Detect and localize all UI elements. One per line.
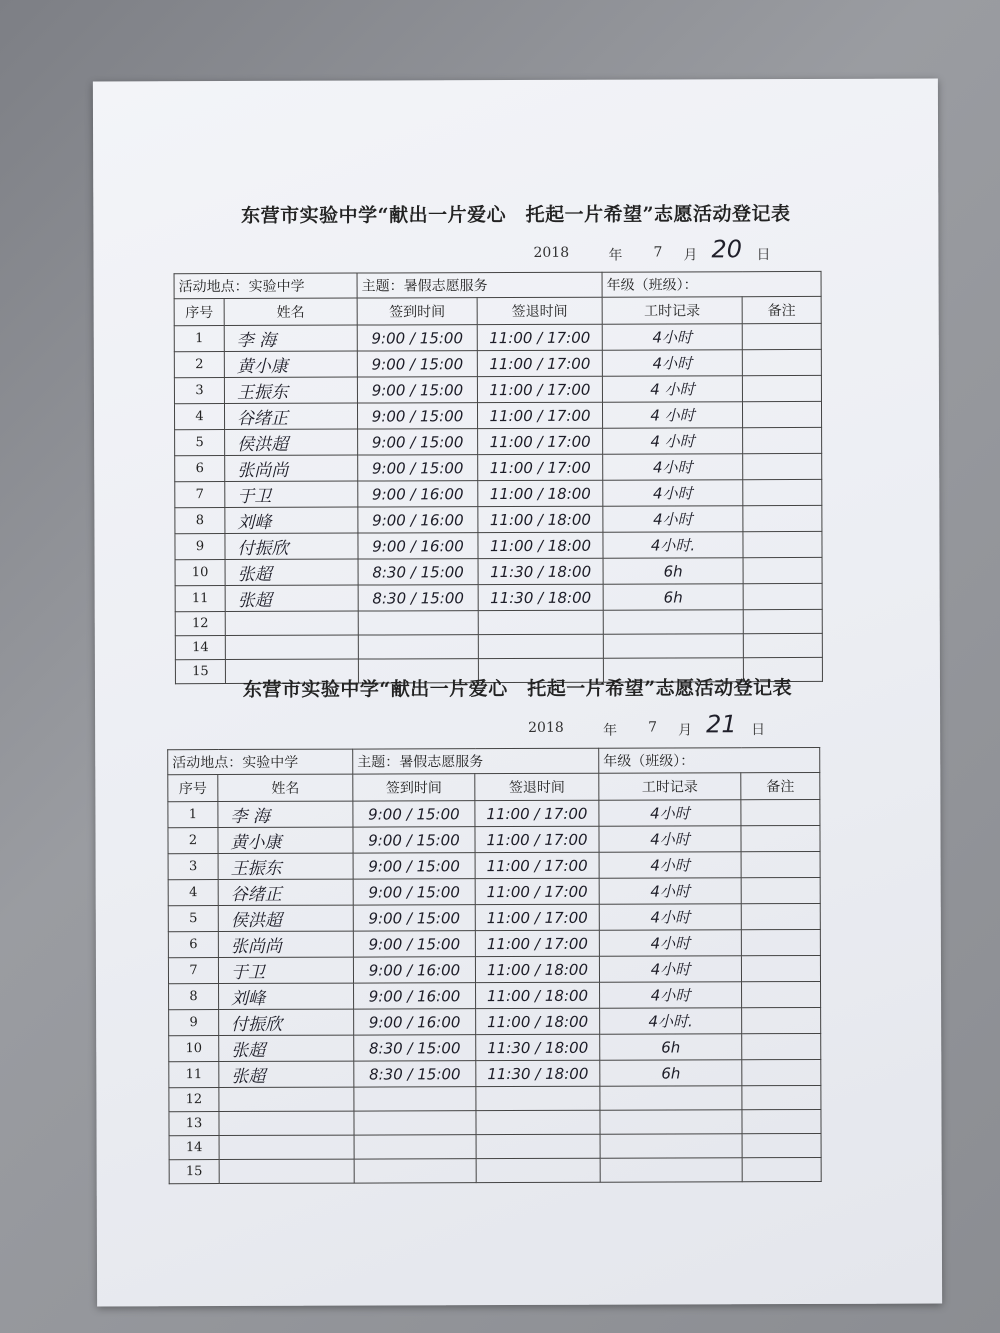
row-signout-time: 11:00 / 17:00: [478, 428, 603, 454]
row-number: 5: [175, 430, 225, 456]
row-signin-time: 9:00 / 15:00: [353, 827, 475, 853]
row-name: 刘峰: [225, 507, 358, 533]
row-signout-time: 11:30 / 18:00: [476, 1034, 600, 1060]
table-row: [175, 453, 822, 481]
row-number: 4: [174, 404, 224, 430]
row-signin-time: 9:00 / 16:00: [358, 481, 478, 507]
row-signout-time: 11:00 / 17:00: [477, 402, 602, 428]
row-signout-time: [476, 1086, 600, 1110]
row-number: 9: [169, 1010, 219, 1036]
row-signin-time: [354, 1111, 476, 1135]
row-hours: 4小时: [599, 956, 741, 982]
table-row: [175, 531, 822, 559]
table-row: [175, 583, 822, 611]
row-name: 李 海: [224, 325, 357, 351]
row-note: [742, 1033, 821, 1059]
row-name: 张超: [219, 1061, 354, 1087]
row-signin-time: [354, 1159, 476, 1183]
table-row: [169, 1007, 821, 1035]
row-signout-time: 11:00 / 17:00: [477, 376, 602, 402]
theme-cell: 主题：暑假志愿服务: [353, 748, 599, 774]
row-note: [743, 583, 822, 609]
header-hours: 工时记录: [602, 297, 742, 324]
table-row: [169, 1157, 821, 1183]
row-signin-time: 9:00 / 16:00: [358, 507, 478, 533]
row-signout-time: [478, 634, 603, 658]
table-row: [168, 825, 820, 853]
row-note: [741, 955, 820, 981]
row-signout-time: 11:30 / 18:00: [478, 558, 603, 584]
row-note: [743, 633, 822, 657]
row-signout-time: 11:30 / 18:00: [476, 1060, 600, 1086]
row-signin-time: 9:00 / 15:00: [358, 455, 478, 481]
row-signin-time: [354, 1087, 476, 1111]
table-row: [174, 349, 821, 377]
date-month: 7: [648, 719, 658, 736]
row-name: 张尚尚: [225, 455, 358, 481]
date-day: 20: [711, 235, 743, 264]
header-note: 备注: [742, 296, 821, 323]
date-month-label: 月: [678, 722, 693, 739]
table-row: [169, 1085, 821, 1111]
form-title: 东营市实验中学“献出一片爱心 托起一片希望”志愿活动登记表: [242, 677, 793, 701]
row-hours: 4小时.: [603, 532, 743, 558]
row-signin-time: [354, 1135, 476, 1159]
date-year: 2018: [533, 244, 570, 261]
row-hours: [600, 1086, 742, 1110]
table-row: [174, 323, 821, 351]
row-number: 9: [175, 534, 225, 560]
row-signout-time: 11:00 / 17:00: [475, 878, 599, 904]
row-note: [742, 375, 821, 401]
row-signin-time: [358, 611, 478, 635]
row-number: 15: [169, 1160, 219, 1184]
row-number: 2: [174, 352, 224, 378]
table-row: [168, 877, 820, 905]
table-row: [175, 479, 822, 507]
row-note: [743, 531, 822, 557]
row-hours: 4小时: [600, 982, 742, 1008]
table-row: [175, 557, 822, 585]
row-number: 10: [175, 560, 225, 586]
row-name: 黄小康: [218, 827, 353, 853]
row-number: 1: [168, 802, 218, 828]
row-signin-time: 9:00 / 15:00: [353, 879, 475, 905]
row-note: [743, 427, 822, 453]
table-row: [168, 903, 820, 931]
table-meta-row: [168, 747, 820, 774]
row-hours: 4小时: [603, 480, 743, 506]
grade-cell: 年级（班级）：: [599, 747, 820, 773]
row-signout-time: 11:00 / 17:00: [475, 800, 599, 826]
row-signin-time: 9:00 / 16:00: [358, 533, 478, 559]
row-hours: 6h: [603, 584, 743, 610]
row-number: 3: [168, 854, 218, 880]
row-note: [743, 557, 822, 583]
row-signout-time: 11:00 / 18:00: [475, 956, 599, 982]
row-signin-time: 9:00 / 16:00: [354, 983, 476, 1009]
row-number: 11: [169, 1062, 219, 1088]
row-note: [743, 609, 822, 633]
row-signin-time: 9:00 / 15:00: [357, 403, 477, 429]
row-hours: 4小时: [599, 800, 741, 826]
row-signin-time: 9:00 / 15:00: [358, 429, 478, 455]
register-table: [167, 747, 822, 1184]
table-row: [169, 1109, 821, 1135]
row-number: 13: [169, 1112, 219, 1136]
row-number: 15: [175, 660, 225, 684]
row-signout-time: 11:00 / 17:00: [475, 852, 599, 878]
row-name: [219, 1135, 354, 1159]
row-note: [742, 981, 821, 1007]
row-hours: [603, 634, 743, 658]
row-name: [219, 1087, 354, 1111]
date-day-label: 日: [751, 722, 766, 739]
row-number: 14: [169, 1136, 219, 1160]
row-name: 谷绪正: [218, 879, 353, 905]
location-cell: 活动地点：实验中学: [168, 749, 353, 775]
table-row: [169, 1133, 821, 1159]
row-signout-time: 11:00 / 17:00: [475, 930, 599, 956]
row-note: [742, 1109, 821, 1133]
row-number: 8: [169, 984, 219, 1010]
row-note: [741, 825, 820, 851]
row-note: [741, 929, 820, 955]
row-hours: [600, 1158, 742, 1182]
row-hours: [600, 1134, 742, 1158]
date-year: 2018: [528, 719, 564, 736]
row-hours: 6h: [600, 1034, 742, 1060]
row-name: 侯洪超: [225, 429, 358, 455]
form-date: [533, 235, 833, 267]
header-note: 备注: [741, 772, 820, 799]
row-name: 于卫: [225, 481, 358, 507]
header-signout: 签退时间: [475, 773, 599, 800]
grade-cell: 年级（班级）：: [602, 271, 821, 297]
table-header-row: [174, 296, 821, 325]
table-header-row: [168, 772, 820, 801]
row-signout-time: 11:00 / 17:00: [477, 350, 602, 376]
row-number: 11: [175, 586, 225, 612]
row-number: 6: [168, 932, 218, 958]
row-number: 12: [169, 1088, 219, 1112]
row-name: [225, 611, 358, 635]
row-signin-time: 9:00 / 15:00: [357, 351, 477, 377]
row-signin-time: 9:00 / 15:00: [353, 801, 475, 827]
row-signin-time: 8:30 / 15:00: [354, 1035, 476, 1061]
table-row: [168, 955, 820, 983]
row-number: 7: [168, 958, 218, 984]
row-signout-time: 11:00 / 18:00: [476, 1008, 600, 1034]
header-no: 序号: [168, 775, 218, 802]
header-signout: 签退时间: [477, 297, 602, 324]
row-signout-time: [476, 1110, 600, 1134]
row-note: [742, 1133, 821, 1157]
row-name: 付振欣: [225, 533, 358, 559]
row-number: 8: [175, 508, 225, 534]
row-number: 14: [175, 636, 225, 660]
row-name: [225, 635, 358, 659]
row-note: [743, 453, 822, 479]
row-signout-time: 11:00 / 17:00: [475, 904, 599, 930]
row-note: [742, 1059, 821, 1085]
row-number: 5: [168, 906, 218, 932]
row-signout-time: 11:00 / 18:00: [478, 506, 603, 532]
row-note: [741, 877, 820, 903]
row-signin-time: 8:30 / 15:00: [354, 1061, 476, 1087]
table-row: [169, 981, 821, 1009]
row-signin-time: 9:00 / 15:00: [353, 905, 475, 931]
row-signout-time: 11:00 / 17:00: [475, 826, 599, 852]
row-name: 李 海: [218, 801, 353, 827]
table-row: [175, 609, 822, 635]
form-date: [528, 710, 828, 742]
row-hours: 4小时: [599, 826, 741, 852]
row-note: [742, 349, 821, 375]
row-hours: 4小时: [599, 904, 741, 930]
row-number: 1: [174, 326, 224, 352]
theme-cell: 主题：暑假志愿服务: [357, 272, 602, 298]
row-signout-time: 11:00 / 17:00: [478, 454, 603, 480]
row-note: [742, 1007, 821, 1033]
row-note: [742, 323, 821, 349]
row-hours: 4小时: [603, 506, 743, 532]
date-year-label: 年: [603, 722, 618, 739]
row-signout-time: [476, 1158, 600, 1182]
table-row: [169, 1033, 821, 1061]
row-hours: 4小时: [599, 930, 741, 956]
row-hours: 4 小时: [603, 428, 743, 454]
table-row: [168, 799, 820, 827]
row-name: 王振东: [224, 377, 357, 403]
row-note: [741, 851, 820, 877]
table-meta-row: [174, 271, 821, 298]
row-note: [743, 479, 822, 505]
row-signout-time: 11:00 / 18:00: [476, 982, 600, 1008]
row-hours: 4小时.: [600, 1008, 742, 1034]
table-row: [169, 1059, 821, 1087]
row-signin-time: 9:00 / 16:00: [354, 1009, 476, 1035]
row-hours: 6h: [603, 558, 743, 584]
table-row: [174, 401, 821, 429]
table-row: [174, 375, 821, 403]
location-cell: 活动地点：实验中学: [174, 273, 357, 299]
table-row: [168, 851, 820, 879]
header-signin: 签到时间: [353, 774, 475, 801]
row-name: 张超: [219, 1035, 354, 1061]
register-table: [174, 271, 823, 684]
row-hours: 4小时: [602, 350, 742, 376]
row-signin-time: 8:30 / 15:00: [358, 585, 478, 611]
row-number: 3: [174, 378, 224, 404]
row-signout-time: 11:00 / 17:00: [477, 324, 602, 350]
row-hours: 4小时: [603, 454, 743, 480]
row-hours: 4小时: [599, 878, 741, 904]
row-signout-time: 11:30 / 18:00: [478, 584, 603, 610]
row-name: 侯洪超: [218, 905, 353, 931]
row-name: 黄小康: [224, 351, 357, 377]
header-no: 序号: [174, 299, 224, 326]
table-row: [175, 427, 822, 455]
row-name: 王振东: [218, 853, 353, 879]
date-month-label: 月: [683, 247, 698, 264]
row-number: 6: [175, 456, 225, 482]
form-title: 东营市实验中学“献出一片爱心 托起一片希望”志愿活动登记表: [241, 203, 791, 227]
row-name: 张超: [225, 585, 358, 611]
row-number: 4: [168, 880, 218, 906]
row-name: 张超: [225, 559, 358, 585]
row-signin-time: 9:00 / 15:00: [357, 325, 477, 351]
date-year-label: 年: [608, 247, 623, 264]
row-note: [742, 1085, 821, 1109]
row-signin-time: 9:00 / 15:00: [353, 931, 475, 957]
row-number: 10: [169, 1036, 219, 1062]
row-signin-time: 8:30 / 15:00: [358, 559, 478, 585]
row-note: [741, 799, 820, 825]
row-name: [219, 1159, 354, 1183]
row-note: [741, 903, 820, 929]
row-name: 刘峰: [219, 983, 354, 1009]
row-number: 12: [175, 612, 225, 636]
row-name: [219, 1111, 354, 1135]
row-signin-time: 9:00 / 16:00: [353, 957, 475, 983]
row-number: 7: [175, 482, 225, 508]
header-hours: 工时记录: [599, 773, 741, 800]
table-row: [175, 633, 822, 659]
row-hours: 4小时: [602, 324, 742, 350]
row-signout-time: 11:00 / 18:00: [478, 532, 603, 558]
row-signout-time: [476, 1134, 600, 1158]
row-hours: 6h: [600, 1060, 742, 1086]
row-name: 付振欣: [219, 1009, 354, 1035]
row-signin-time: [358, 635, 478, 659]
row-name: 张尚尚: [218, 931, 353, 957]
row-hours: 4 小时: [602, 376, 742, 402]
table-row: [168, 929, 820, 957]
row-note: [742, 1157, 821, 1181]
row-signin-time: 9:00 / 15:00: [353, 853, 475, 879]
date-day: 21: [706, 710, 737, 739]
row-name: 谷绪正: [224, 403, 357, 429]
date-month: 7: [653, 244, 663, 261]
row-signout-time: [478, 610, 603, 634]
row-hours: 4 小时: [602, 402, 742, 428]
row-signout-time: 11:00 / 18:00: [478, 480, 603, 506]
row-name: 于卫: [218, 957, 353, 983]
header-name: 姓名: [224, 298, 357, 325]
row-note: [743, 505, 822, 531]
row-hours: [603, 610, 743, 634]
table-row: [175, 505, 822, 533]
header-signin: 签到时间: [357, 298, 477, 325]
header-name: 姓名: [218, 774, 353, 801]
row-signin-time: 9:00 / 15:00: [357, 377, 477, 403]
paper-sheet: [93, 79, 942, 1307]
row-note: [742, 401, 821, 427]
date-day-label: 日: [756, 247, 771, 264]
row-number: 2: [168, 828, 218, 854]
row-hours: [600, 1110, 742, 1134]
row-hours: 4小时: [599, 852, 741, 878]
